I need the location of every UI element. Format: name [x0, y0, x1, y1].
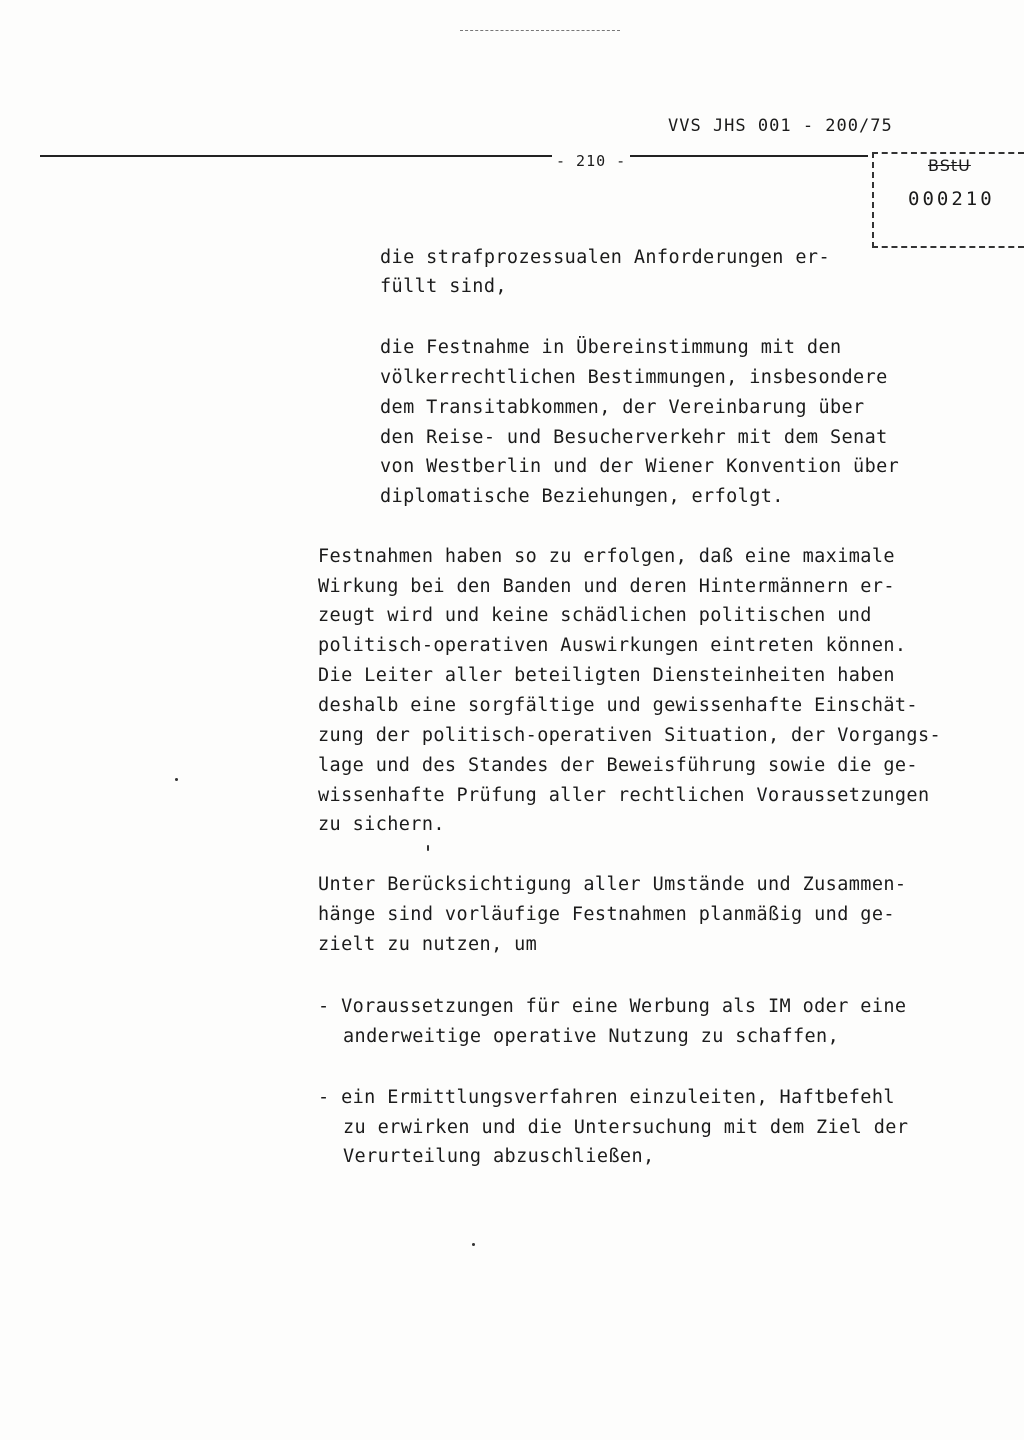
list-item-line: - Voraussetzungen für eine Werbung als IM oder eine	[318, 996, 907, 1017]
scan-speck	[427, 845, 429, 851]
text-line: deshalb eine sorgfältige und gewissenhafte Einschät-	[318, 695, 918, 716]
list-item-line: anderweitige operative Nutzung zu schaffen,	[343, 1026, 840, 1047]
list-item-line: zu erwirken und die Untersuchung mit dem Ziel der	[343, 1117, 909, 1138]
text-line: Festnahmen haben so zu erfolgen, daß eine maximale	[318, 546, 895, 567]
text-line: von Westberlin und der Wiener Konvention über	[380, 456, 900, 477]
text-line: die Festnahme in Übereinstimmung mit den	[380, 337, 842, 358]
text-line: wissenhafte Prüfung aller rechtlichen Voraussetzungen	[318, 785, 930, 806]
list-item-line: Verurteilung abzuschließen,	[343, 1146, 655, 1167]
scan-speck	[175, 778, 178, 781]
text-line: Unter Berücksichtigung aller Umstände und Zusammen-	[318, 874, 907, 895]
text-line: Wirkung bei den Banden und deren Hintermännern er-	[318, 576, 895, 597]
text-line: die strafprozessualen Anforderungen er-	[380, 247, 830, 268]
text-line: diplomatische Beziehungen, erfolgt.	[380, 486, 784, 507]
stamp-label: BStU	[928, 156, 971, 175]
header-rule	[40, 155, 868, 157]
text-line: lage und des Standes der Beweisführung sowie die ge-	[318, 755, 918, 776]
text-line: dem Transitabkommen, der Vereinbarung über	[380, 397, 865, 418]
text-line: völkerrechtlichen Bestimmungen, insbesondere	[380, 367, 888, 388]
list-item-line: - ein Ermittlungsverfahren einzuleiten, Haftbefehl	[318, 1087, 895, 1108]
stamp-number: 000210	[908, 188, 995, 210]
document-reference: VVS JHS 001 - 200/75	[668, 116, 893, 136]
text-line: Die Leiter aller beteiligten Diensteinheiten haben	[318, 665, 895, 686]
text-line: zung der politisch-operativen Situation, der Vorgangs-	[318, 725, 942, 746]
top-margin-mark	[460, 30, 620, 32]
archive-stamp	[872, 152, 1024, 248]
text-line: zeugt wird und keine schädlichen politischen und	[318, 605, 872, 626]
text-line: politisch-operativen Auswirkungen eintreten können.	[318, 635, 907, 656]
text-line: zielt zu nutzen, um	[318, 934, 538, 955]
scan-speck	[472, 1243, 475, 1246]
page-number: - 210 -	[552, 152, 630, 170]
text-line: zu sichern.	[318, 814, 445, 835]
text-line: den Reise- und Besucherverkehr mit dem Senat	[380, 427, 888, 448]
text-line: hänge sind vorläufige Festnahmen planmäßig und ge-	[318, 904, 895, 925]
text-line: füllt sind,	[380, 276, 507, 297]
